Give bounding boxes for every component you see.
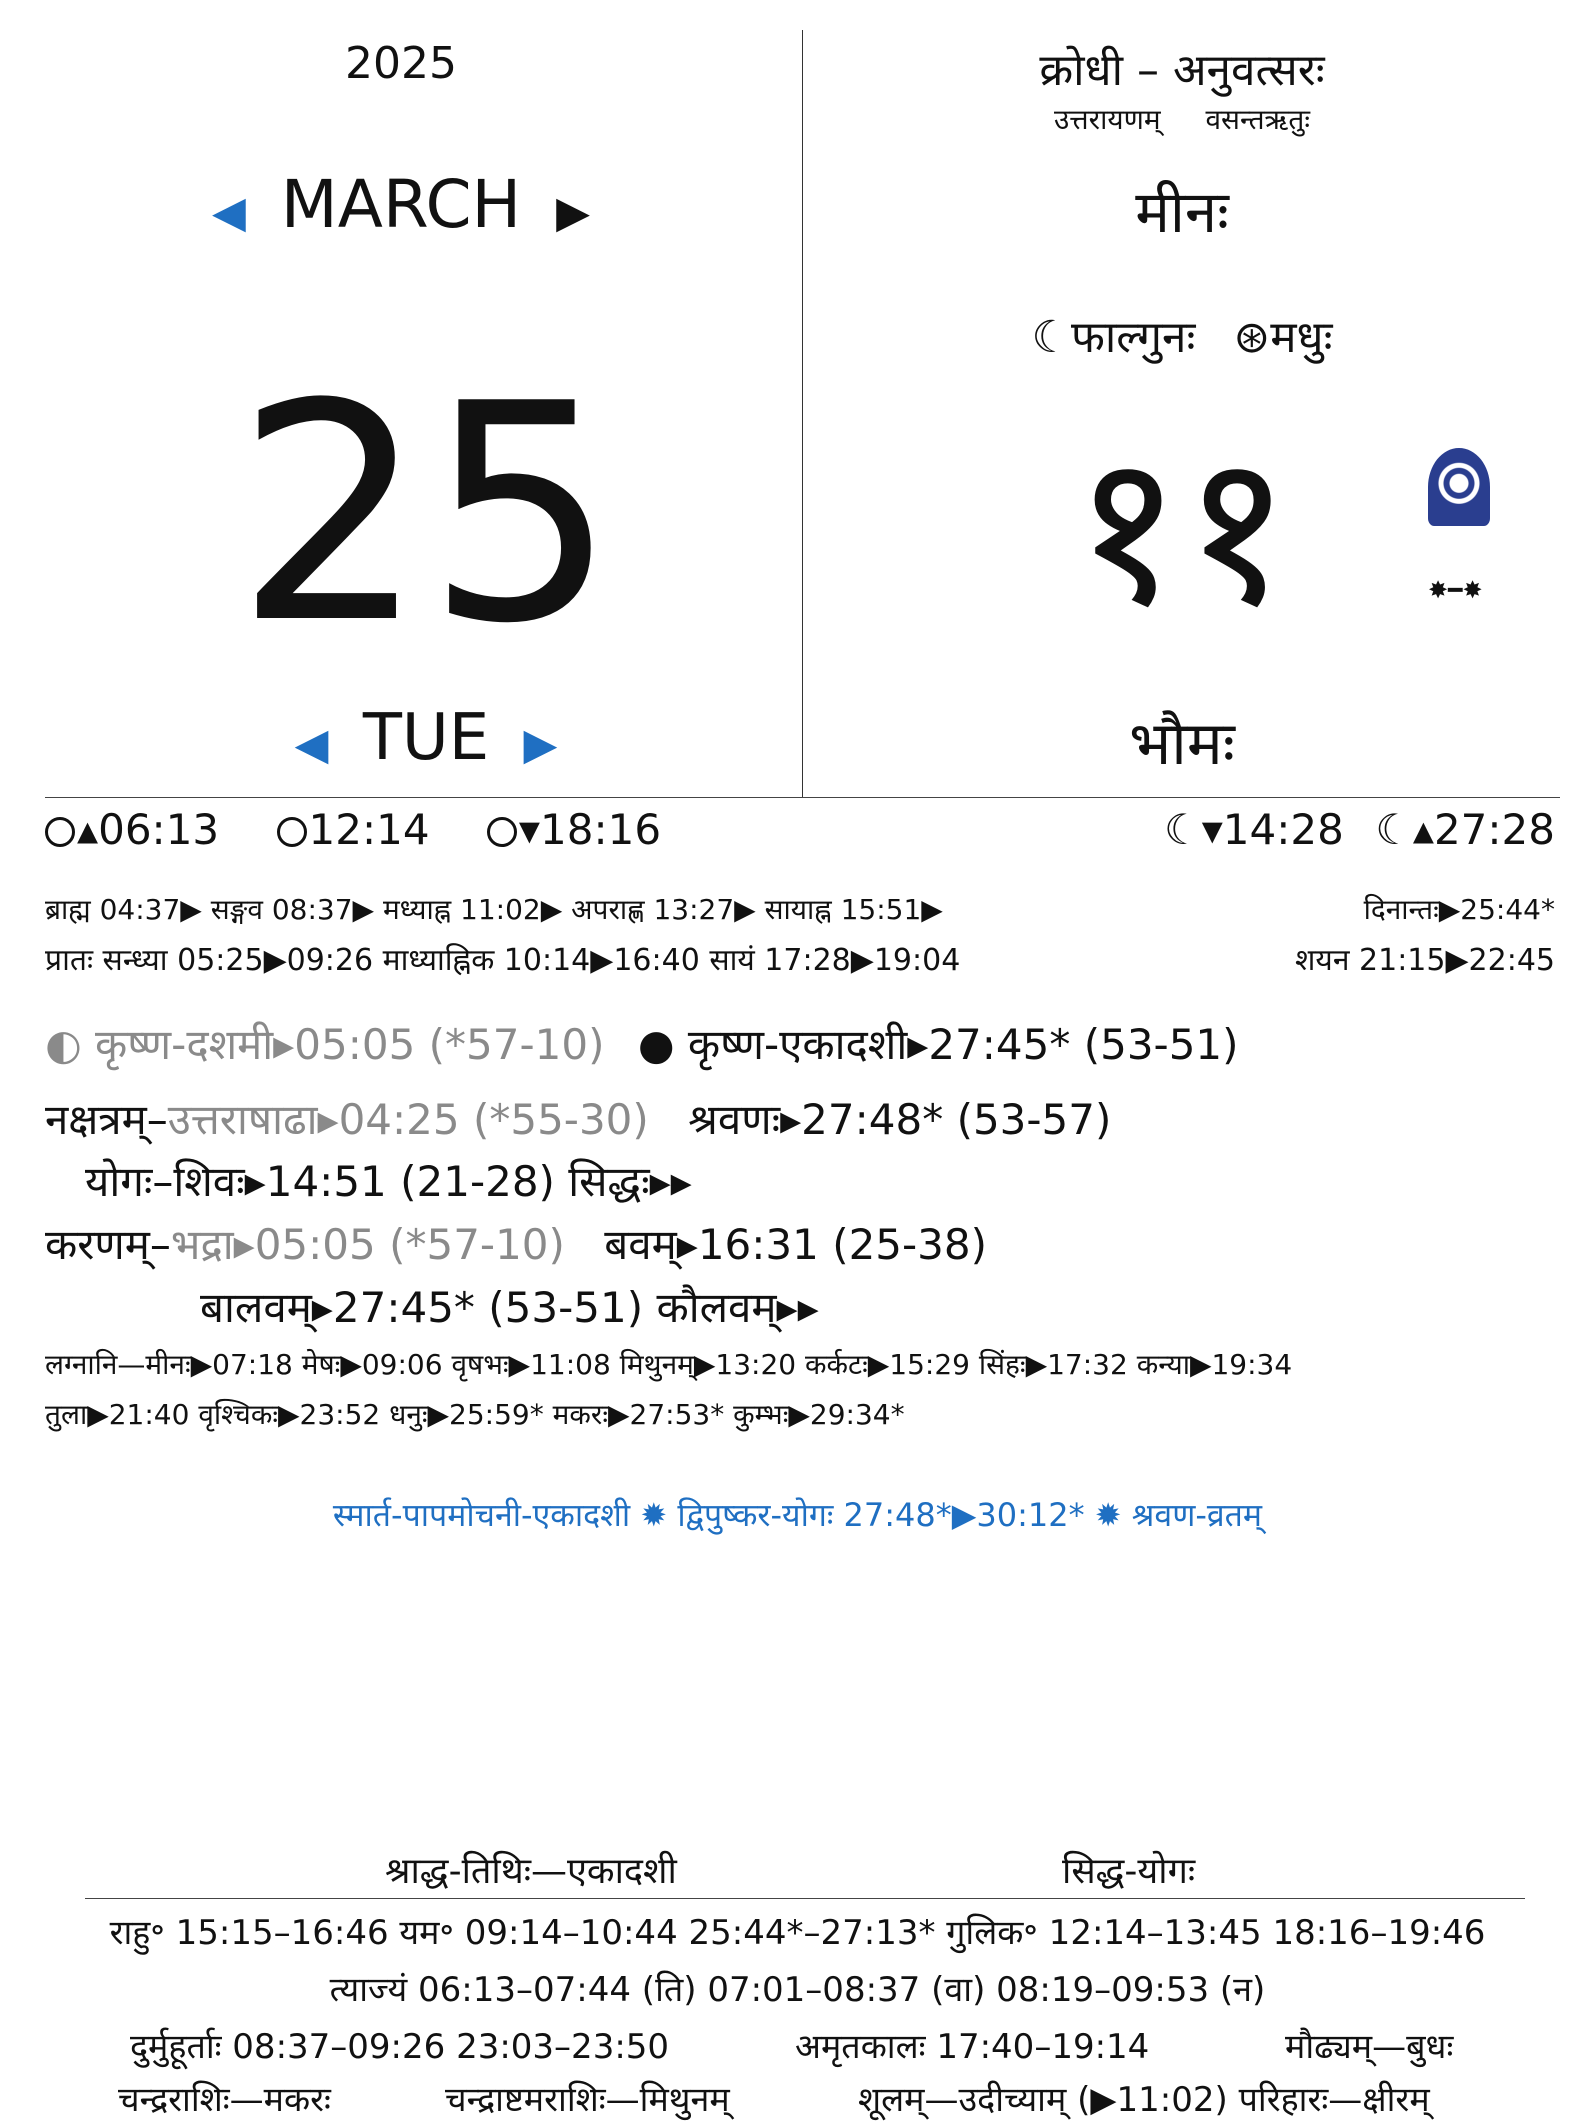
moon-icon: ☾ bbox=[1031, 312, 1071, 363]
moonset-time: 14:28 bbox=[1222, 805, 1344, 854]
festival-line: स्मार्त-पापमोचनी-एकादशी ✹ द्विपुष्कर-योगः 27:48*▶30:12* ✹ श्रवण-व्रतम् bbox=[332, 1496, 1263, 1534]
sunset-time: 18:16 bbox=[540, 805, 662, 854]
nakshatra-curr: श्रवणः▸27:48* (53-57) bbox=[688, 1095, 1112, 1144]
ayana: उत्तरायणम् bbox=[1053, 103, 1161, 136]
durmuhurta: दुर्मुहूर्ताः 08:37–09:26 23:03–23:50 bbox=[130, 2027, 670, 2067]
next-day-button[interactable]: ▶ bbox=[523, 719, 558, 770]
months-line bbox=[802, 305, 1562, 365]
karana-line-2: बालवम्▸27:45* (53-51) कौलवम्▸▸ bbox=[200, 1283, 819, 1332]
tyajya-line: त्याज्यं 06:13–07:44 (ति) 07:01–08:37 (वा) 08:19–09:53 (न) bbox=[329, 1970, 1266, 2010]
shula-parihara: शूलम्—उदीच्याम् (▶11:02) परिहारः—क्षीरम् bbox=[858, 2080, 1430, 2120]
tithi-curr: कृष्ण-एकादशी▸27:45* (53-51) bbox=[687, 1020, 1239, 1069]
lunar-month: फाल्गुनः bbox=[1070, 312, 1196, 363]
tithi-line bbox=[45, 1015, 1239, 1072]
rashi: मीनः bbox=[1135, 178, 1229, 246]
moon-timings: ☾▾14:28 ☾▴27:28 bbox=[1164, 805, 1555, 854]
day-number: 25 bbox=[235, 340, 617, 689]
moonrise-time: 27:28 bbox=[1433, 805, 1555, 854]
chandrashtama-rashi: चन्द्राष्टमराशिः—मिथुनम् bbox=[445, 2080, 730, 2120]
dots-icon: ✸━✸ bbox=[1428, 576, 1483, 604]
kalas-line-1: ब्राह्म 04:37▶ सङ्गव 08:37▶ मध्याह्न 11:02▶ अपराह्ण 13:27▶ सायाह्न 15:51▶ bbox=[45, 893, 943, 926]
tithi-prev: कृष्ण-दशमी▸05:05 (*57-10) bbox=[95, 1020, 605, 1069]
prev-month-button[interactable]: ◀ bbox=[211, 187, 246, 238]
ritu: वसन्तऋतुः bbox=[1205, 103, 1311, 136]
top-divider bbox=[45, 797, 1560, 798]
amrita-kala: अमृतकालः 17:40–19:14 bbox=[795, 2027, 1150, 2067]
sunrise-time: 06:13 bbox=[98, 805, 220, 854]
vara: भौमः bbox=[1129, 709, 1235, 779]
kalas-line-2: प्रातः सन्ध्या 05:25▶09:26 माध्याह्निक 10:14▶16:40 सायं 17:28▶19:04 bbox=[45, 943, 961, 978]
sun-timings: ▴06:13 12:14 ▾18:16 bbox=[45, 805, 661, 854]
chandra-rashi: चन्द्रराशिः—मकरः bbox=[118, 2080, 331, 2120]
nakshatra-label: नक्षत्रम्– bbox=[45, 1095, 168, 1144]
emblem-icon bbox=[1428, 448, 1490, 526]
prev-day-button[interactable]: ◀ bbox=[294, 719, 329, 770]
month-selector bbox=[0, 160, 802, 258]
ayana-ritu bbox=[802, 100, 1562, 138]
rahu-yama-gulika: राहु॰ 15:15–16:46 यम॰ 09:14–10:44 25:44*–27:13* गुलिक॰ 12:14–13:45 18:16–19:46 bbox=[109, 1913, 1486, 1953]
moonset-icon: ☾ bbox=[1164, 805, 1202, 854]
half-moon-icon: ◐ bbox=[45, 1020, 82, 1069]
maudhya: मौढ्यम्—बुधः bbox=[1285, 2027, 1454, 2067]
shraddha-tithi: श्राद्ध-तिथिः—एकादशी bbox=[385, 1851, 677, 1892]
yoga-line: योगः–शिवः▸14:51 (21-28) सिद्धः▸▸ bbox=[85, 1157, 692, 1206]
nakshatra-line bbox=[45, 1090, 1111, 1147]
next-month-button[interactable]: ▶ bbox=[556, 187, 591, 238]
weekday-label: TUE bbox=[362, 701, 490, 775]
footer-divider bbox=[85, 1898, 1525, 1899]
lagna-line-1: लग्नानि—मीनः▶07:18 मेषः▶09:06 वृषभः▶11:08 मिथुनम्▶13:20 कर्कटः▶15:29 सिंहः▶17:32 कन्या▶19:34 bbox=[45, 1348, 1293, 1381]
weekday-selector bbox=[0, 695, 852, 788]
dinanta: दिनान्तः▶25:44* bbox=[1363, 893, 1555, 926]
wheel-icon: ⊛ bbox=[1233, 312, 1271, 363]
tithi-day-number: ११ bbox=[1072, 407, 1292, 652]
month-label: MARCH bbox=[280, 166, 522, 243]
full-moon-icon: ● bbox=[637, 1020, 675, 1069]
sunrise-icon bbox=[45, 817, 75, 847]
year-label: 2025 bbox=[345, 38, 457, 89]
siddha-yoga: सिद्ध-योगः bbox=[1062, 1851, 1196, 1892]
sunset-icon bbox=[487, 817, 517, 847]
noon-sun-icon bbox=[277, 817, 307, 847]
nakshatra-prev: उत्तराषाढा▸04:25 (*55-30) bbox=[167, 1095, 649, 1144]
noon-time: 12:14 bbox=[308, 805, 430, 854]
karana-line bbox=[45, 1215, 987, 1272]
lagna-line-2: तुला▶21:40 वृश्चिकः▶23:52 धनुः▶25:59* मकरः▶27:53* कुम्भः▶29:34* bbox=[45, 1398, 905, 1431]
karana-label: करणम्– bbox=[45, 1220, 171, 1269]
karana-curr: बवम्▸16:31 (25-38) bbox=[604, 1220, 988, 1269]
moonrise-icon: ☾ bbox=[1375, 805, 1413, 854]
shayana: शयन 21:15▶22:45 bbox=[1295, 943, 1555, 978]
solar-month: मधुः bbox=[1270, 312, 1333, 363]
karana-prev: भद्रा▸05:05 (*57-10) bbox=[170, 1220, 565, 1269]
samvatsara: क्रोधी – अनुवत्सरः bbox=[1039, 45, 1325, 96]
